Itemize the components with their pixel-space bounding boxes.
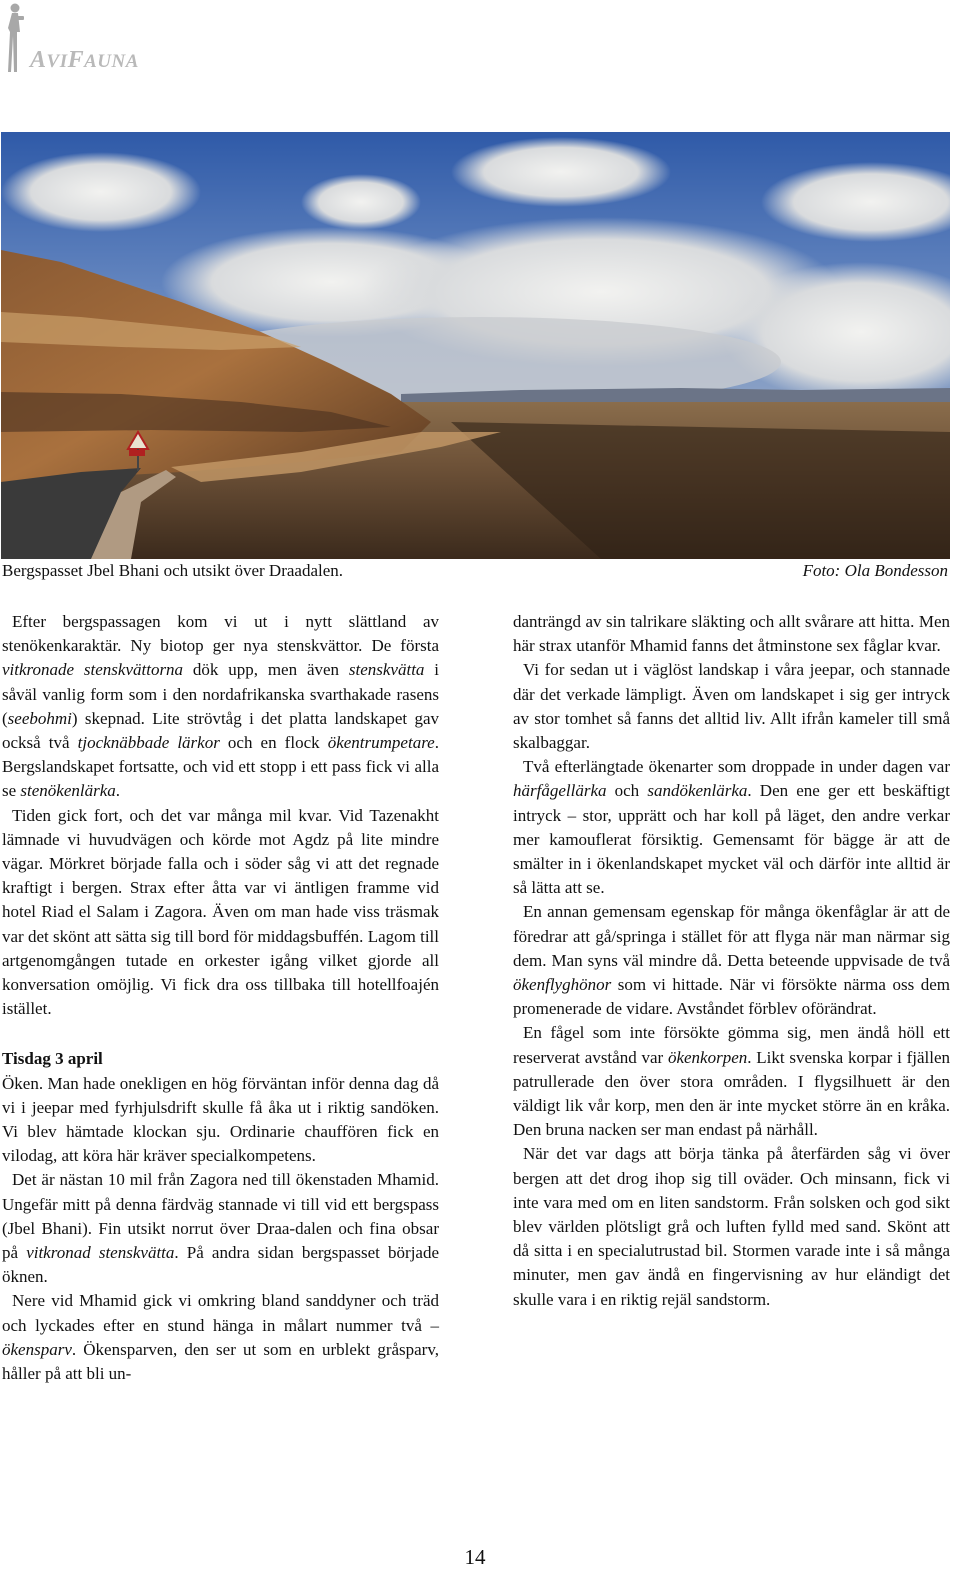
page-number: 14: [464, 1545, 486, 1569]
paragraph: Tiden gick fort, och det var många mil kvar. Vid Tazenakht lämnade vi huvudvägen och körde mot Agdz på lite mindre vägar. Mörkret började falla och i söder såg vi att det regnade kraftigt i bergen. Strax efter åtta var vi äntligen framme vid hotel Riad el Salam i Zagora. Även om man hade viss träsmak var det skönt att sätta sig till bord för middagsbuffén. Lagom till artgenomgången tutade en orkester igång vilket gjorde all konversation omöjlig. Vi fick dra oss tillbaka till hotellfoajén istället.: [2, 805, 439, 1019]
paragraph: Det är nästan 10 mil från Zagora ned till ökenstaden Mhamid. Ungefär mitt på denna färdväg stannade vi till vid ett bergspass (Jbel Bhani). Fin utsikt norrut över Draa-dalen och fina obsar på vitkronad stenskvätta. På andra sidan bergspasset började öknen.: [2, 1170, 440, 1287]
paragraph: danträngd av sin talrikare släkting och allt svårare att hitta. Men här strax utanför Mhamid fanns det åtminstone sex fåglar kvar.: [513, 612, 950, 656]
left-column: [2, 610, 439, 1386]
section-heading: Tisdag 3 april: [2, 1049, 103, 1069]
paragraph: En fågel som inte försökte gömma sig, men ändå höll ett reserverat avstånd var ökenkorpen. Likt svenska korpar i fjällen patrullerade den över stora områden. I flygsilhuett är den väldigt lik vår korp, men den är inte mycket större än en kråka. Den bruna nacken ser man endast på närhåll.: [513, 1023, 950, 1140]
paragraph: Två efterlängtade ökenarter som droppade in under dagen var härfågellärka och sandökenlärka. Den ene ger ett beskäftigt intryck – stor, upprätt och har koll på läget, den andre verkar mer kamouflerat försiktig. Gemensamt för bägge är att de smälter in i ökenlandskapet mycket väl och därför inte alltid är så lätta att se.: [513, 757, 951, 898]
photo-credit: Foto: Ola Bondesson: [802, 561, 948, 580]
paragraph: Öken. Man hade onekligen en hög förväntan inför denna dag då vi i jeepar med fyrhjulsdrift skulle få åka ut i riktig sandöken. Vi blev hämtade klockan sju. Ordinarie chauffören fick en vilodag, att köra här kräver specialkompetens.: [2, 1073, 439, 1166]
paragraph: Vi for sedan ut i väglöst landskap i våra jeepar, och stannade där det verkade lämpligt. Även om landskapet i sig ger intryck av stor tomhet så fanns det alltid liv. Allt ifrån kameler till små skalbaggar.: [513, 660, 950, 753]
paragraph: En annan gemensam egenskap för många ökenfåglar är att de föredrar att gå/springa i stället för att flyga när man närmar sig dem. Man syns väl mindre då. Detta beteende uppvisade de två ökenflyghönor som vi hittade. När vi försökte närma oss dem promenerade de vidare. Avståndet förblev oförändrat.: [513, 902, 950, 1019]
paragraph: Efter bergspassagen kom vi ut i nytt slättland av stenökenkaraktär. Ny biotop ger nya stenskvättor. De första vitkronade stenskvättorna dök upp, men även stenskvätta i såväl vanlig form som i den nordafrikanska svarthakade rasens (seebohmi) skepnad. Lite strövtåg i det platta landskapet gav också två tjocknäbbade lärkor och en flock ökentrumpetare. Bergslandskapet fortsatte, och vid ett stopp i ett pass fick vi alla se stenökenlärka.: [2, 612, 439, 801]
paragraph: När det var dags att börja tänka på återfärden såg vi över bergen att det drog ihop sig till oväder. Och minsann, fick vi inte vara med om en liten sandstorm. Från solsken och god sikt blev världen plötsligt grå och luften fylld med sand. Skönt att då sitta i en specialutrustad bil. Stormen varade inte i så många minuter, men gav ändå en fingervisning av hur eländigt det skulle vara i en riktig rejäl sandstorm.: [513, 1144, 950, 1309]
right-column: [513, 610, 950, 1312]
landscape-photo: [1, 132, 950, 559]
paragraph: Nere vid Mhamid gick vi omkring bland sanddyner och träd och lyckades efter en stund hänga in målart nummer två – ökensparv. Ökensparven, den ser ut som en urblekt gråsparv, håller på att bli un-: [2, 1291, 439, 1384]
header: [0, 0, 200, 80]
avifauna-logo-text: AVIFAUNA: [30, 47, 139, 73]
caption-text: Bergspasset Jbel Bhani och utsikt över Draadalen.: [2, 561, 344, 580]
photo-caption: [2, 561, 948, 583]
birdwatcher-logo-icon: [3, 2, 27, 74]
